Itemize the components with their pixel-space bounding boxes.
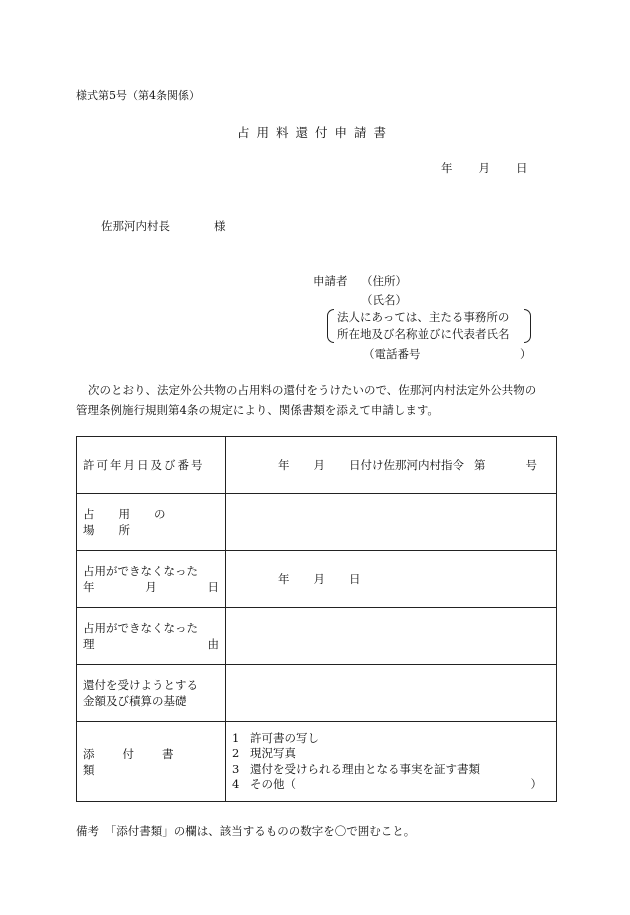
reason-label [77,608,226,665]
corporation-note [327,309,527,343]
addressee-honorific: 様 [214,219,226,233]
ud-day: 日 [207,580,219,594]
unavailable-date-label [77,551,226,608]
attachment-item[interactable] [232,777,556,793]
reason-label-line1: 占用ができなくなった [83,621,198,635]
unavailable-date-label-line2 [83,579,219,595]
attachments-label-text: 添付書類 [83,746,202,777]
application-form-table [76,436,557,802]
attachment-text: その他（ [250,777,296,791]
location-row [77,494,557,551]
form-number: 様式第5号（第4条関係） [76,89,200,102]
location-label [77,494,226,551]
corporation-note-line1: 法人にあっては、主たる事務所の [337,310,510,324]
ud-year: 年 [83,580,95,594]
unavailable-date-label-line1: 占用ができなくなった [83,564,198,578]
reason-ri: 理 [83,637,95,651]
attachment-number: 1 [232,730,240,745]
udv-year: 年 [278,572,290,586]
attachment-text: 許可書の写し [250,730,319,745]
attachment-close-paren: ） [530,777,542,791]
attachments-list [226,722,557,802]
permit-dai: 第 [474,458,486,472]
statement-line2: 管理条例施行規則第4条の規定により、関係書類を添えて申請します。 [76,403,439,417]
reason-yu: 由 [207,637,219,651]
address-label: （住所） [361,274,407,288]
amount-label-line1: 還付を受けようとする [83,678,198,692]
document-title: 占用料還付申請書 [236,125,393,140]
statement-line1: 次のとおり、法定外公共物の占用料の還付をうけたいので、佐那河内村法定外公共物の [88,383,537,397]
phone-label-open: （電話番号 [363,347,421,361]
location-value[interactable] [226,494,557,551]
reason-label-line2 [83,636,219,652]
right-bracket [524,309,531,343]
left-bracket [327,309,334,343]
amount-row [77,665,557,722]
application-statement [76,380,536,420]
date-day: 日 [516,161,528,175]
attachment-number: 2 [232,746,240,760]
name-label: （氏名） [361,293,407,307]
date-year: 年 [441,161,453,175]
attachments-row [77,722,557,802]
attachment-number: 4 [232,777,240,791]
amount-label-line2: 金額及び積算の基礎 [83,694,187,708]
location-label-text: 占用の場所 [83,507,190,537]
ud-month: 月 [145,580,157,594]
permit-month: 月 [313,458,325,472]
applicant-label: 申請者 [313,274,348,288]
addressee [101,218,226,234]
attachments-label [77,722,226,802]
addressee-name: 佐那河内村長 [101,219,170,233]
attachment-item[interactable] [232,762,556,778]
corporation-note-line2: 所在地及び名称並びに代表者氏名 [337,327,510,341]
attachment-number: 3 [232,761,240,776]
unavailable-date-value[interactable] [226,551,557,608]
unavailable-date-row [77,551,557,608]
permit-label-text: 許可年月日及び番号 [83,458,205,472]
attachment-text: 現況写真 [250,746,296,760]
permit-go: 号 [525,458,537,472]
udv-day: 日 [349,572,361,586]
permit-row [77,437,557,494]
attachment-item[interactable] [232,746,556,762]
amount-label [77,665,226,722]
attachment-text: 還付を受けられる理由となる事実を証す書類 [250,761,480,776]
attachment-item[interactable] [232,731,556,747]
application-date [441,160,528,176]
permit-text: 日付け佐那河内村指令 [349,458,464,472]
permit-value[interactable] [226,437,557,494]
permit-label [77,437,226,494]
remarks-note: 備考 「添付書類」の欄は、該当するものの数字を〇で囲むこと。 [76,824,416,838]
phone-label-close: ） [520,347,532,361]
amount-value[interactable] [226,665,557,722]
date-month: 月 [478,161,490,175]
udv-month: 月 [313,572,325,586]
reason-value[interactable] [226,608,557,665]
reason-row [77,608,557,665]
permit-year: 年 [278,458,290,472]
phone-label [363,346,532,362]
